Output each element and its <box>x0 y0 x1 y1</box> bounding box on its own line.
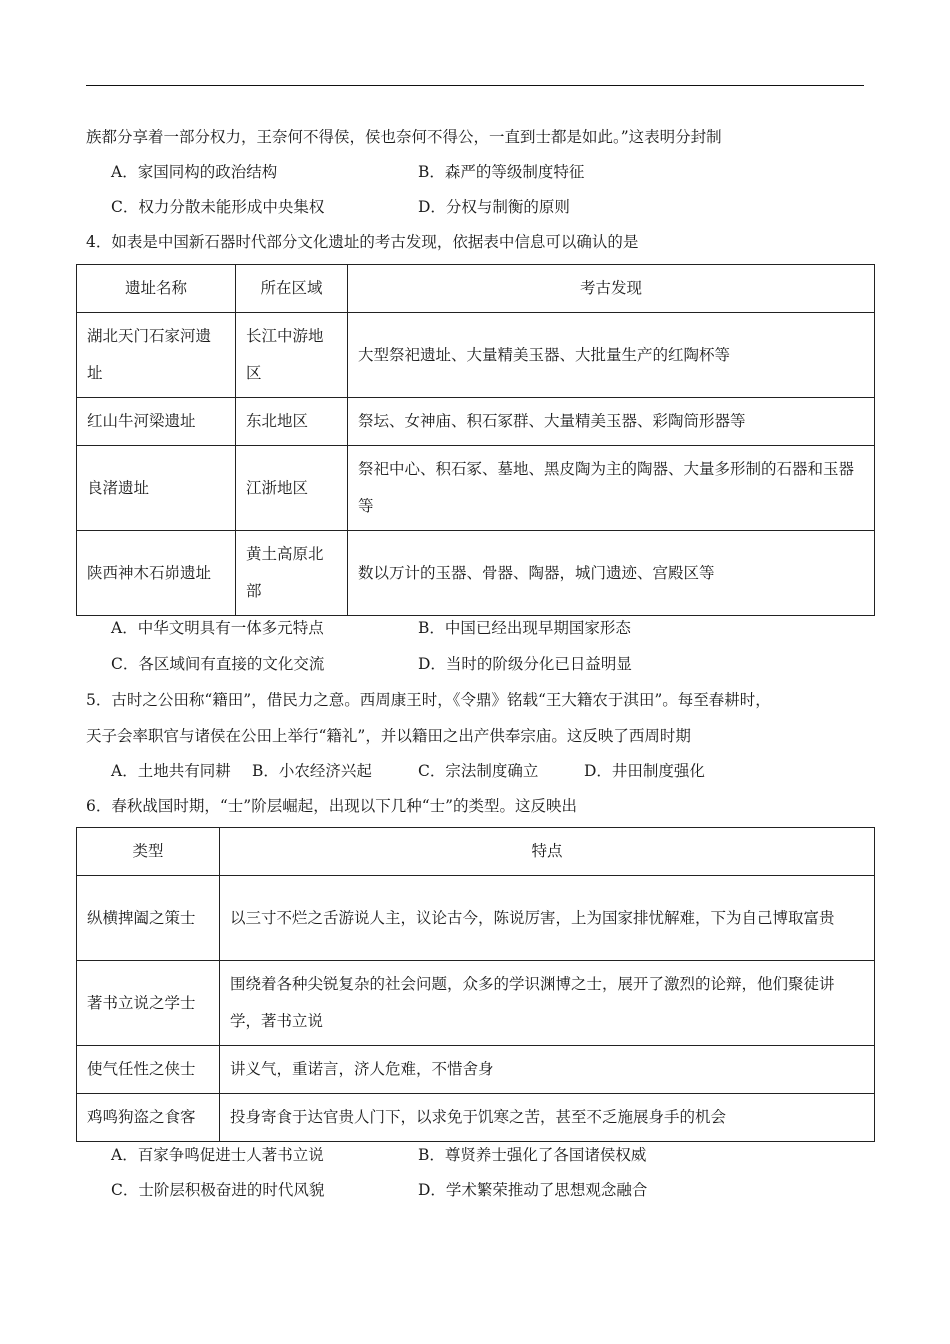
q3-stem-tail: 族都分享着一部分权力，王奈何不得侯，侯也奈何不得公，一直到士都是如此。”这表明分封制 <box>86 128 722 146</box>
q3-option-a[interactable]: A．家国同构的政治结构 <box>111 163 278 181</box>
table-row <box>77 876 875 961</box>
q4-header-site: 遗址名称 <box>77 265 236 313</box>
q6-option-c[interactable]: C．士阶层积极奋进的时代风貌 <box>111 1181 325 1199</box>
q4-cell-region: 黄土高原北部 <box>236 531 348 616</box>
q4-option-b[interactable]: B．中国已经出现早期国家形态 <box>418 619 631 637</box>
q6-header-type: 类型 <box>77 828 220 876</box>
q4-cell-findings: 大型祭祀遗址、大量精美玉器、大批量生产的红陶杯等 <box>348 313 875 398</box>
q4-cell-site: 湖北天门石家河遗址 <box>77 313 236 398</box>
q4-cell-region: 东北地区 <box>236 398 348 446</box>
q6-cell-traits: 以三寸不烂之舌游说人主，议论古今，陈说厉害，上为国家排忧解难，下为自己博取富贵 <box>220 876 875 961</box>
q4-cell-site: 红山牛河梁遗址 <box>77 398 236 446</box>
q4-option-d[interactable]: D．当时的阶级分化已日益明显 <box>418 655 632 673</box>
q4-stem: 4．如表是中国新石器时代部分文化遗址的考古发现，依据表中信息可以确认的是 <box>86 233 639 251</box>
q4-header-findings: 考古发现 <box>348 265 875 313</box>
table-row <box>77 1094 875 1142</box>
header-rule <box>86 85 864 86</box>
q6-table-header-row <box>77 828 875 876</box>
table-row <box>77 313 875 398</box>
q4-option-a[interactable]: A．中华文明具有一体多元特点 <box>111 619 324 637</box>
q6-cell-traits: 投身寄食于达官贵人门下，以求免于饥寒之苦，甚至不乏施展身手的机会 <box>220 1094 875 1142</box>
table-row <box>77 531 875 616</box>
q6-stem: 6．春秋战国时期，“士”阶层崛起，出现以下几种“士”的类型。这反映出 <box>86 797 578 815</box>
q6-cell-type: 鸡鸣狗盗之食客 <box>77 1094 220 1142</box>
q4-cell-region: 长江中游地区 <box>236 313 348 398</box>
q6-cell-type: 使气任性之侠士 <box>77 1046 220 1094</box>
q4-cell-findings: 祭祀中心、积石冢、墓地、黑皮陶为主的陶器、大量多形制的石器和玉器等 <box>348 446 875 531</box>
q4-table <box>76 264 875 616</box>
q6-cell-type: 纵横捭阖之策士 <box>77 876 220 961</box>
q5-option-d[interactable]: D．井田制度强化 <box>584 762 705 780</box>
q3-option-d[interactable]: D．分权与制衡的原则 <box>418 198 570 216</box>
q3-option-c[interactable]: C．权力分散未能形成中央集权 <box>111 198 325 216</box>
q5-option-c[interactable]: C．宗法制度确立 <box>418 762 539 780</box>
table-row <box>77 961 875 1046</box>
q5-stem-line1: 5．古时之公田称“籍田”，借民力之意。西周康王时，《令鼎》铭载“王大籍农于淇田”。每至春耕时， <box>86 691 771 709</box>
q5-option-a[interactable]: A．土地共有同耕 <box>111 762 231 780</box>
q6-table <box>76 827 875 1142</box>
q6-option-d[interactable]: D．学术繁荣推动了思想观念融合 <box>418 1181 648 1199</box>
q4-option-c[interactable]: C．各区域间有直接的文化交流 <box>111 655 325 673</box>
q6-option-a[interactable]: A．百家争鸣促进士人著书立说 <box>111 1146 324 1164</box>
table-row <box>77 398 875 446</box>
q6-cell-traits: 围绕着各种尖锐复杂的社会问题，众多的学识渊博之士，展开了激烈的论辩，他们聚徒讲学，著书立说 <box>220 961 875 1046</box>
q6-option-b[interactable]: B．尊贤养士强化了各国诸侯权威 <box>418 1146 647 1164</box>
q6-cell-type: 著书立说之学士 <box>77 961 220 1046</box>
q6-cell-traits: 讲义气，重诺言，济人危难，不惜舍身 <box>220 1046 875 1094</box>
q4-cell-findings: 祭坛、女神庙、积石冢群、大量精美玉器、彩陶筒形器等 <box>348 398 875 446</box>
q4-cell-findings: 数以万计的玉器、骨器、陶器，城门遗迹、宫殿区等 <box>348 531 875 616</box>
q5-option-b[interactable]: B．小农经济兴起 <box>252 762 372 780</box>
table-row <box>77 446 875 531</box>
q5-stem-line2: 天子会率职官与诸侯在公田上举行“籍礼”，并以籍田之出产供奉宗庙。这反映了西周时期 <box>86 727 691 745</box>
table-row <box>77 1046 875 1094</box>
q4-cell-site: 良渚遗址 <box>77 446 236 531</box>
q4-table-header-row <box>77 265 875 313</box>
q4-cell-region: 江浙地区 <box>236 446 348 531</box>
q3-option-b[interactable]: B．森严的等级制度特征 <box>418 163 585 181</box>
q6-header-traits: 特点 <box>220 828 875 876</box>
q4-cell-site: 陕西神木石峁遗址 <box>77 531 236 616</box>
q4-header-region: 所在区域 <box>236 265 348 313</box>
